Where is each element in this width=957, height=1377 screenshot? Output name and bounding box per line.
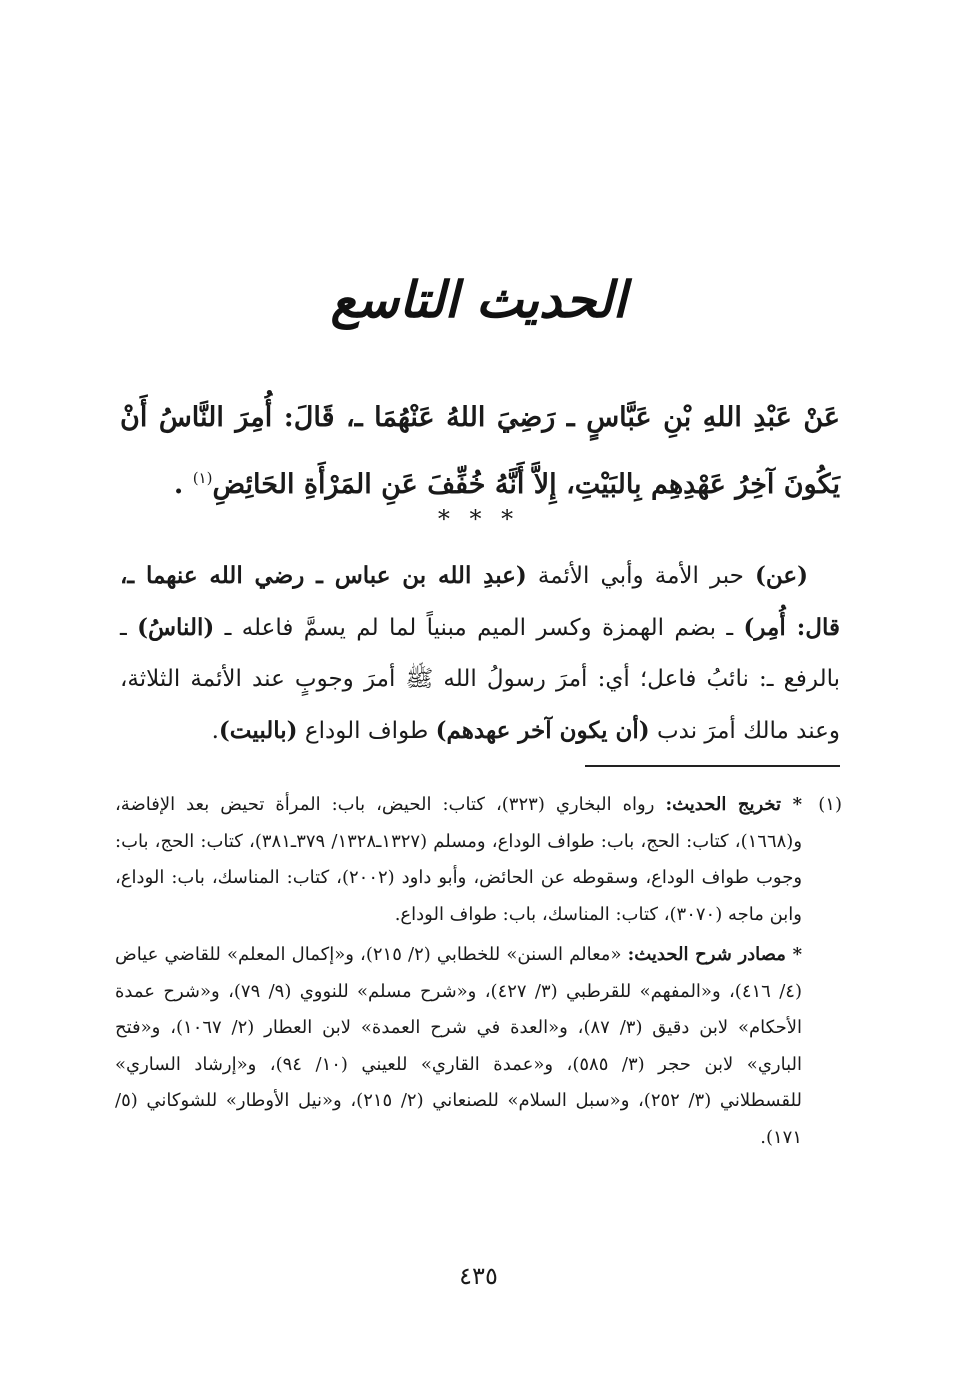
footnote-divider (585, 765, 840, 767)
footnote-number: (١) (818, 794, 842, 815)
commentary-text-1: حبر الأمة وأبي الأئمة (526, 563, 755, 589)
commentary-bold-3: (الناسُ) (137, 614, 215, 641)
hadith-body: عَنْ عَبْدِ اللهِ بْنِ عَبَّاسٍ ـ رَضِيَ اللهُ عَنْهُمَا ـ، قَالَ: أُمِرَ النَّاسُ أَنْ يَكُونَ آخِرُ عَهْدِهِم بِالبَيْتِ، إِلاَّ أَنَّهُ خُفِّفَ عَنِ المَرْأَةِ الحَائِضِ (120, 402, 840, 500)
hadith-end: . (173, 469, 184, 500)
footnote-1 (115, 787, 842, 933)
commentary-text-3: ـ بالرفع ـ: نائبُ فاعل؛ أي: أمرَ رسولُ الله ﷺ أمرَ وجوبٍ عند الأئمة الثلاثة، وعند مالك أمرَ ندب (120, 615, 840, 744)
chapter-title: الحديث التاسع (330, 270, 627, 329)
takhrij-label: * تخريج الحديث: (665, 794, 802, 815)
footnote-takhrij (115, 787, 802, 933)
commentary-bold-4: (أن يكون آخر عهدهم) (435, 717, 650, 744)
footnote-sources (115, 937, 842, 1156)
sources-label: * مصادر شرح الحديث: (627, 944, 802, 965)
commentary-bold-2: (عبدِ الله بن عباس ـ رضي الله عنهما ـ، قال: أُمِر) (120, 562, 840, 641)
commentary-paragraph (120, 550, 840, 757)
commentary (120, 550, 840, 757)
commentary-text-4: طواف الوداع (297, 718, 436, 744)
commentary-text-2: ـ بضم الهمزة وكسر الميم مبنياً لما لم يسمَّ فاعله ـ (214, 615, 744, 641)
footnotes (115, 787, 842, 1156)
sources-text: «معالم السنن» للخطابي (٢/ ٢١٥)، و«إكمال المعلم» للقاضي عياض (٤/ ٤١٦)، و«المفهم» للقرطبي (٣/ ٤٢٧)، و«شرح مسلم» للنووي (٩/ ٧٩)، و«شرح عمدة الأحكام» لابن دقيق (٣/ ٨٧)، و«العدة في شرح العمدة» لابن العطار (٢/ ١٠٦٧)، و«فتح الباري» لابن حجر (٣/ ٥٨٥)، و«عمدة القاري» للعيني (١٠/ ٩٤)، و«إرشاد الساري» للقسطلاني (٣/ ٢٥٢)، و«سبل السلام» للصنعاني (٢/ ٢١٥)، و«نيل الأوطار» للشوكاني (٥/ ١٧١). (115, 944, 802, 1148)
commentary-text-5: . (211, 718, 219, 744)
takhrij-text: رواه البخاري (٣٢٣)، كتاب: الحيض، باب: المرأة تحيض بعد الإفاضة، و(١٦٦٨)، كتاب: الحج، باب: طواف الوداع، ومسلم (١٣٢٧ـ١٣٢٨/ ٣٧٩ـ٣٨١)، كتاب: الحج، باب: وجوب طواف الوداع، وسقوطه عن الحائض، وأبو داود (٢٠٠٢)، كتاب: المناسك، باب: الوداع، وابن ماجه (٣٠٧٠)، كتاب: المناسك، باب: طواف الوداع. (115, 794, 803, 925)
commentary-bold-1: (عن) (755, 562, 808, 589)
footnote-reference[interactable]: (١) (192, 469, 213, 487)
hadith-text (120, 388, 840, 515)
page-number: ٤٣٥ (459, 1262, 498, 1290)
section-separator: * * * (437, 505, 520, 533)
commentary-bold-5: (بالبيت) (218, 717, 298, 744)
